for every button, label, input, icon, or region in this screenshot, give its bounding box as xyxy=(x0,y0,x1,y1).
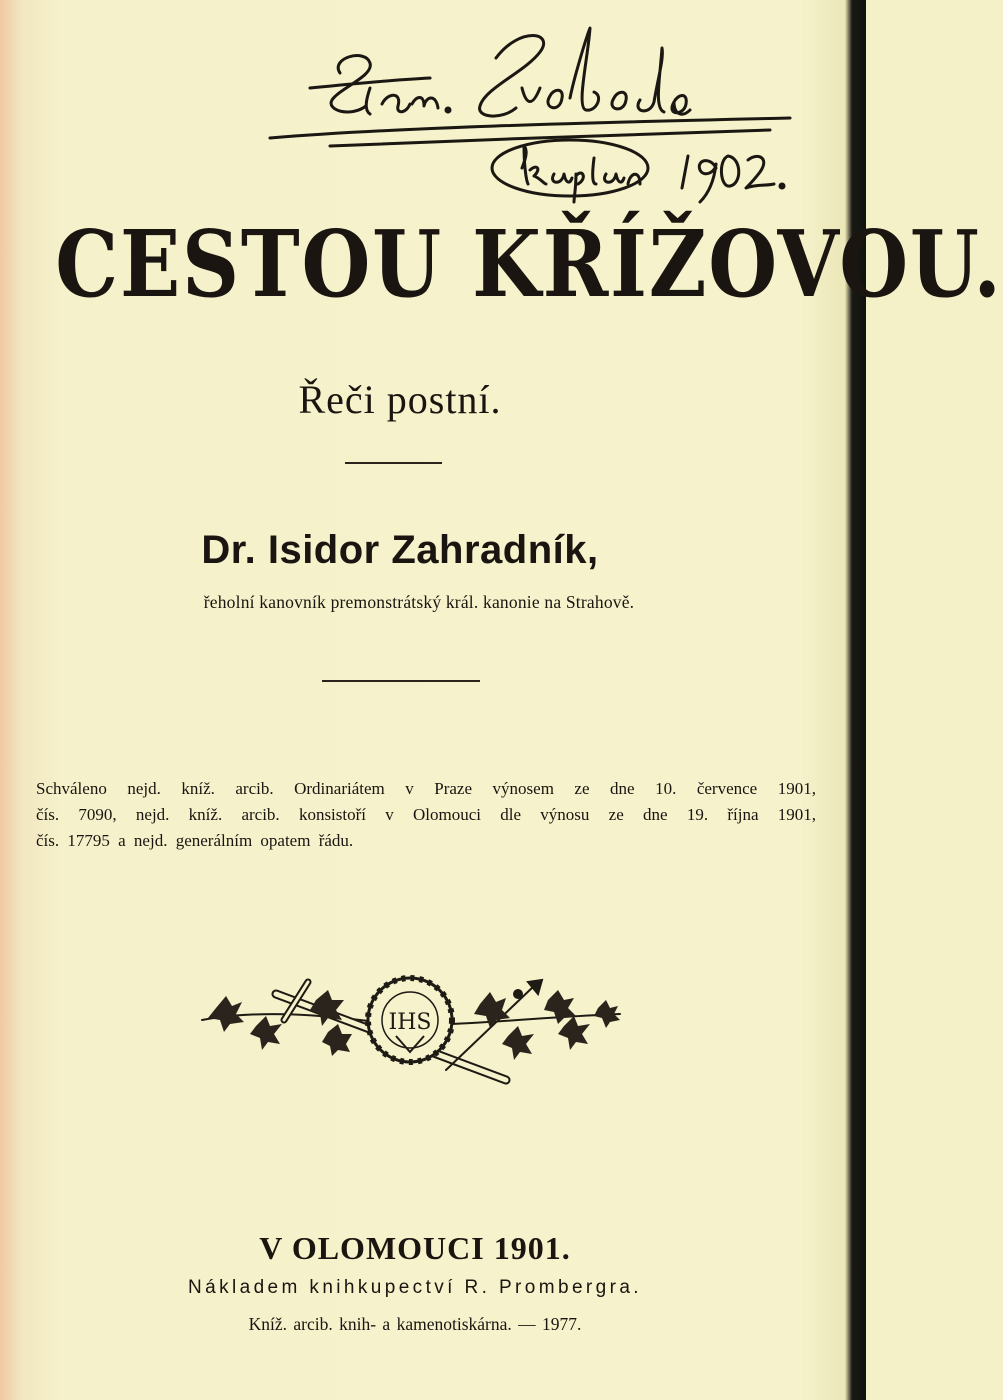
approval-line: čís. 7090, nejd. kníž. arcib. konsistoří v Olomouci dle výnosu ze dne 19. října 1901, xyxy=(36,805,816,824)
imprint-printer: Kníž. arcib. knih- a kamenotiskárna. — 1977. xyxy=(248,1314,582,1334)
book-subtitle: Řeči postní. xyxy=(298,377,502,422)
cross-wreath-ornament-icon xyxy=(196,960,626,1090)
divider-rule xyxy=(345,462,442,464)
book-title: CESTOU KŘÍŽOVOU. xyxy=(55,210,1003,318)
approval-notice xyxy=(36,776,816,854)
handwritten-signature xyxy=(270,18,790,208)
imprint-place-year: V OLOMOUCI 1901. xyxy=(259,1230,571,1266)
author-role: řeholní kanovník premonstrátský král. kanonie na Strahově. xyxy=(203,592,635,612)
approval-line: čís. 17795 a nejd. generálním opatem řádu. xyxy=(36,831,354,850)
divider-rule xyxy=(322,680,480,682)
imprint-publisher: Nákladem knihkupectví R. Prombergra. xyxy=(188,1277,642,1298)
author-name: Dr. Isidor Zahradník, xyxy=(201,528,599,572)
approval-line: Schváleno nejd. kníž. arcib. Ordinariátem v Praze výnosem ze dne 10. července 1901, xyxy=(36,779,816,798)
svg-text:IHS: IHS xyxy=(388,1010,432,1035)
